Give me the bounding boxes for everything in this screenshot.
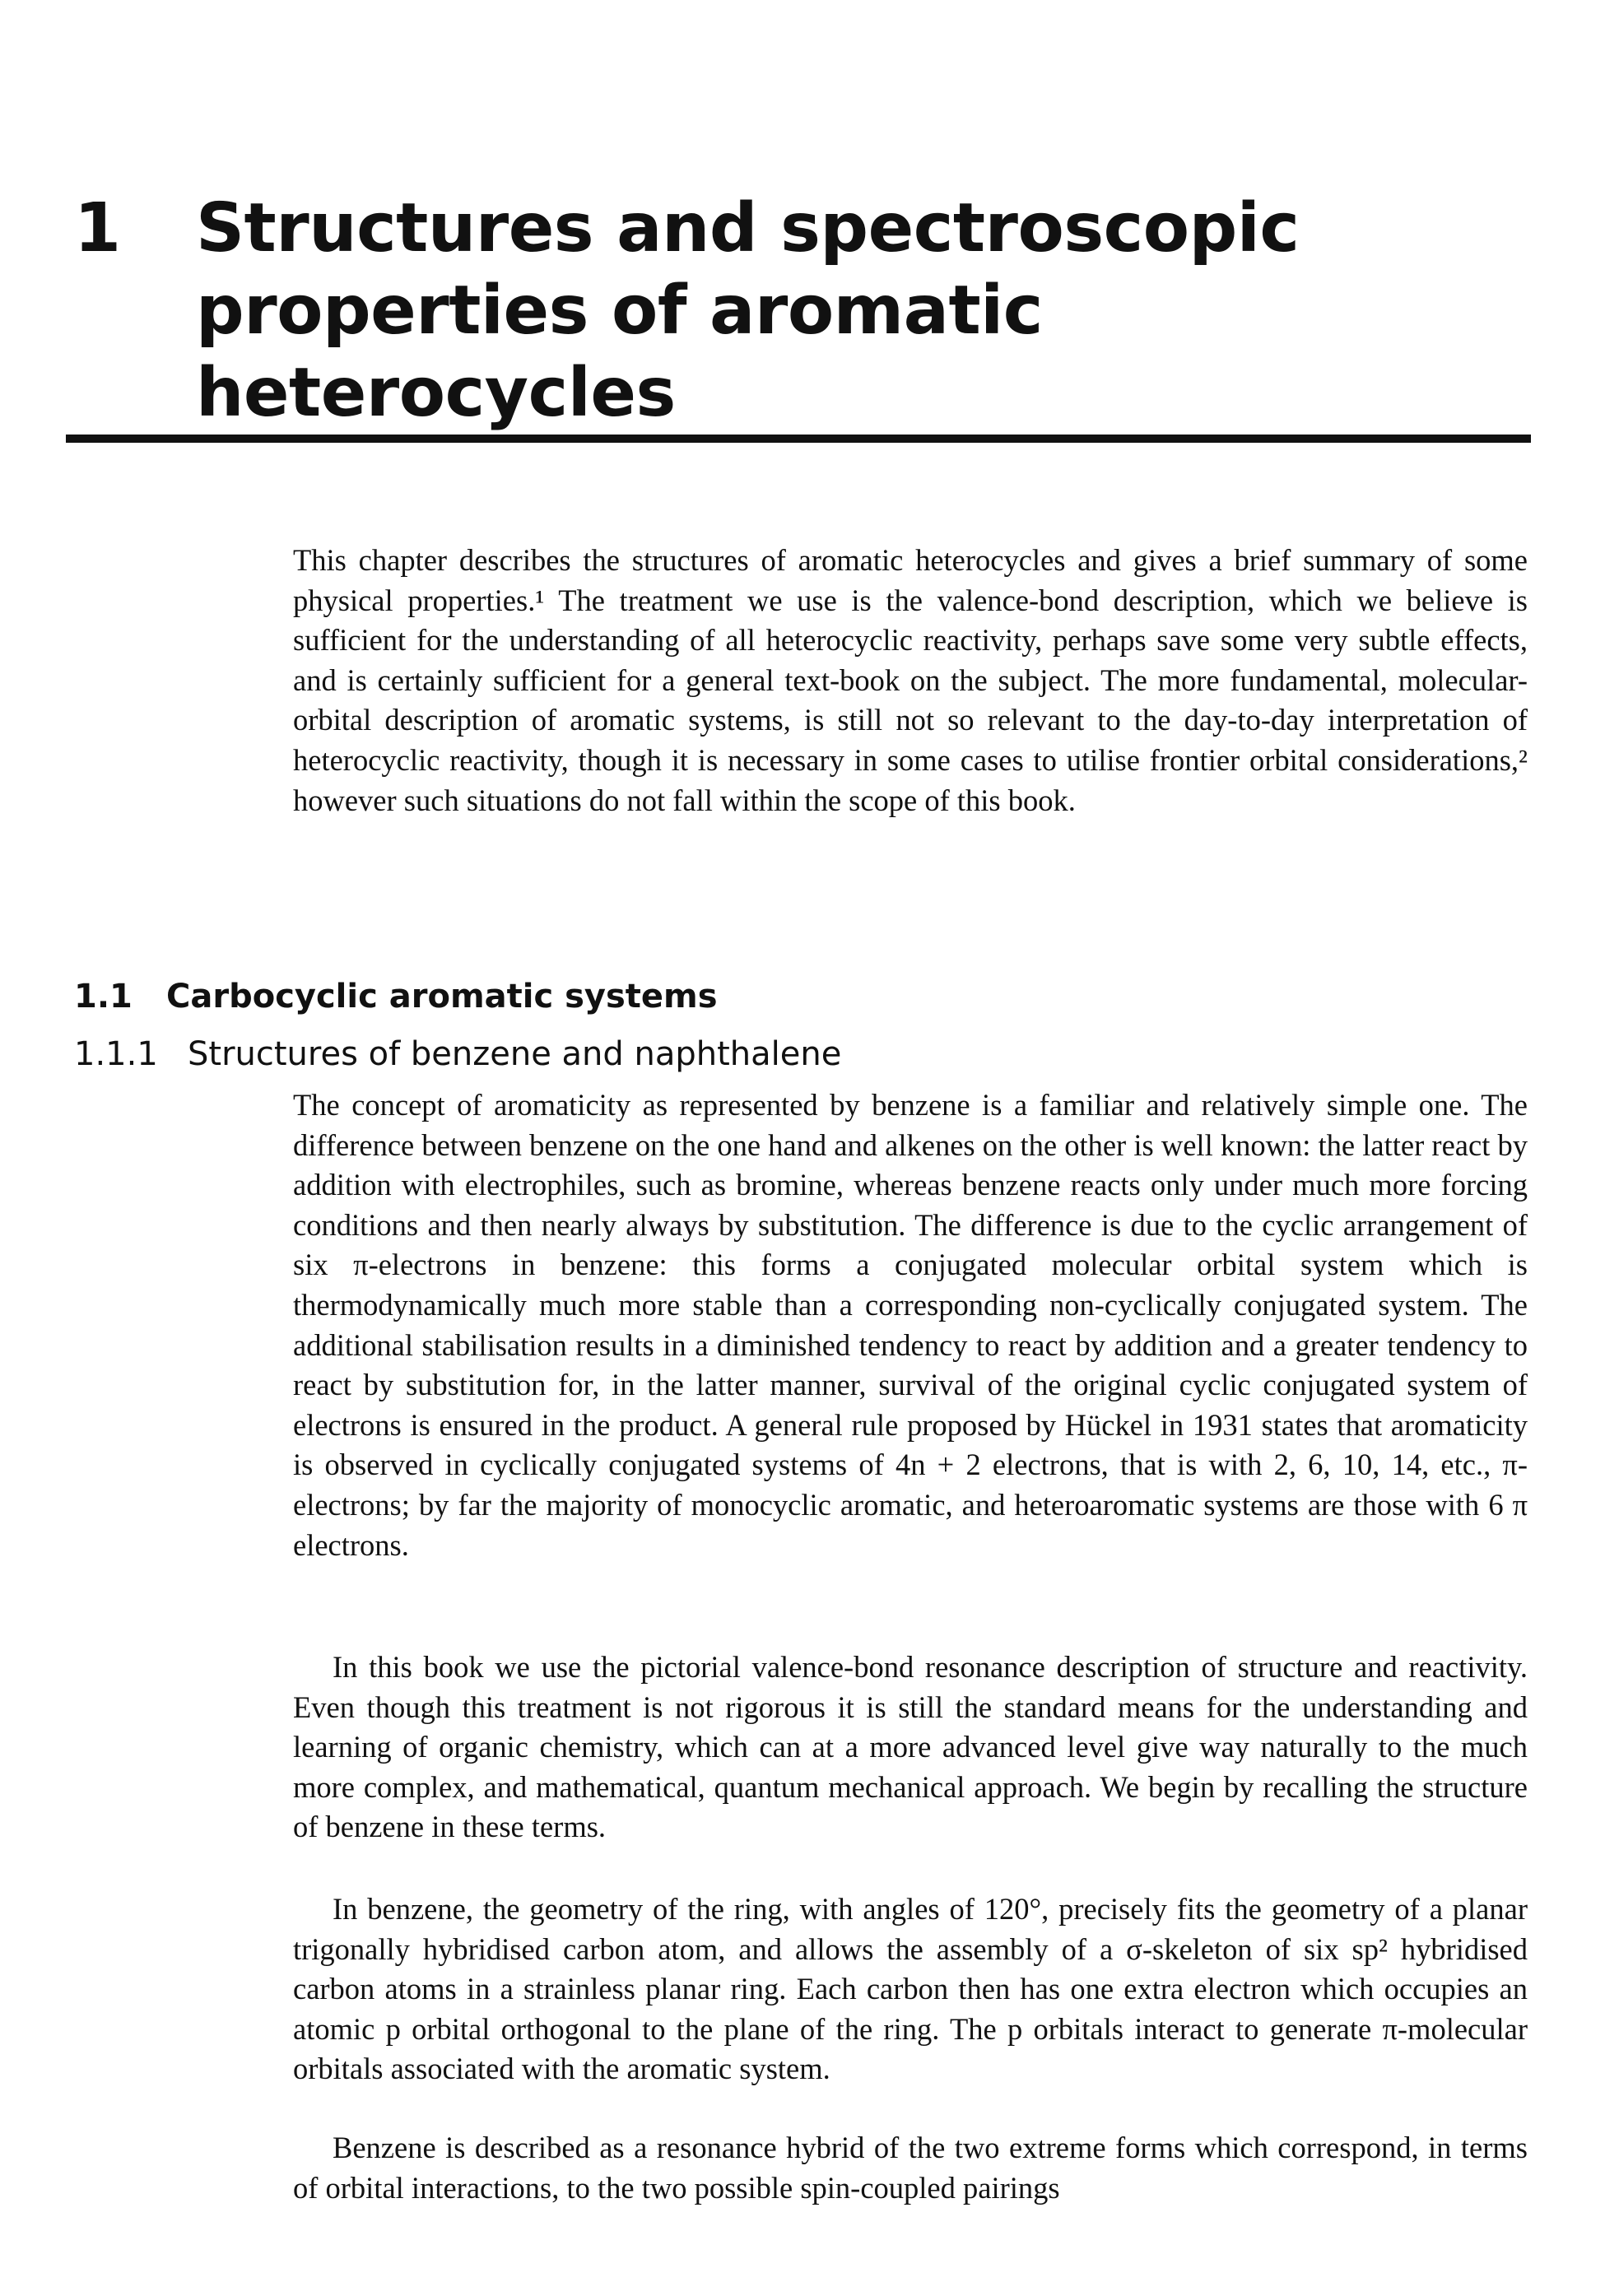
subsection-number: 1.1.1 <box>74 1035 158 1073</box>
heading-rule <box>66 435 1531 443</box>
chapter-title: Structures and spectroscopic properties of aromatic heterocycles <box>196 189 1300 432</box>
subsection-title: Structures of benzene and naphthalene <box>188 1035 842 1073</box>
body-paragraph-geometry: In benzene, the geometry of the ring, with angles of 120°, precisely fits the geometry of a planar trigonally hybridised carbon atom, and allows the assembly of a σ-skeleton of six sp² hybridised carbon atoms in a strainless planar ring. Each carbon then has one extra electron which occupies an atomic p orbital orthogonal to the plane of the ring. The p orbitals interact to generate π-molecular orbitals associated with the aromatic system. <box>293 1892 1528 2086</box>
body-paragraph-aromaticity: The concept of aromaticity as represented by benzene is a familiar and relatively simple one. The difference between benzene on the one hand and alkenes on the other is well known: the latter react by addition with electrophiles, such as bromine, whereas benzene reacts only under much more forcing conditions and then nearly always by substitution. The difference is due to the cyclic arrangement of six π-electrons in benzene: this forms a conjugated molecular orbital system which is thermodynamically much more stable than a corresponding non-cyclically conjugated system. The additional stabilisation results in a diminished tendency to react by addition and a greater tendency to react by substitution for, in the latter manner, survival of the original cyclic conjugated system of electrons is ensured in the product. A general rule proposed by Hückel in 1931 states that aromaticity is observed in cyclically conjugated systems of 4n + 2 electrons, that is with 2, 6, 10, 14, etc., π-electrons; by far the majority of monocyclic aromatic, and heteroaromatic systems are those with 6 π electrons. <box>293 1088 1528 1562</box>
section-title: Carbocyclic aromatic systems <box>166 978 718 1016</box>
intro-paragraph: This chapter describes the structures of aromatic heterocycles and gives a brief summary of some physical properties.¹ The treatment we use is the valence-bond description, which we believe is sufficient for the understanding of all heterocyclic reactivity, perhaps save some very subtle effects, and is certainly sufficient for a general text-book on the subject. The more fundamental, molecular-orbital description of aromatic systems, is still not so relevant to the day-to-day interpretation of heterocyclic reactivity, though it is necessary in some cases to utilise frontier orbital considerations,² however such situations do not fall within the scope of this book. <box>293 543 1528 817</box>
chapter-number: 1 <box>74 189 122 267</box>
body-paragraph-resonance: Benzene is described as a resonance hybrid of the two extreme forms which correspond, in terms of orbital interactions, to the two possible spin-coupled pairings <box>293 2131 1528 2205</box>
section-number: 1.1 <box>74 978 133 1016</box>
body-paragraph-valence-bond: In this book we use the pictorial valence-bond resonance description of structure and reactivity. Even though this treatment is not rigorous it is still the standard means for the understanding and learning of organic chemistry, which can at a more advanced level give way naturally to the much more complex, and mathematical, quantum mechanical approach. We begin by recalling the structure of benzene in these terms. <box>293 1650 1528 1844</box>
